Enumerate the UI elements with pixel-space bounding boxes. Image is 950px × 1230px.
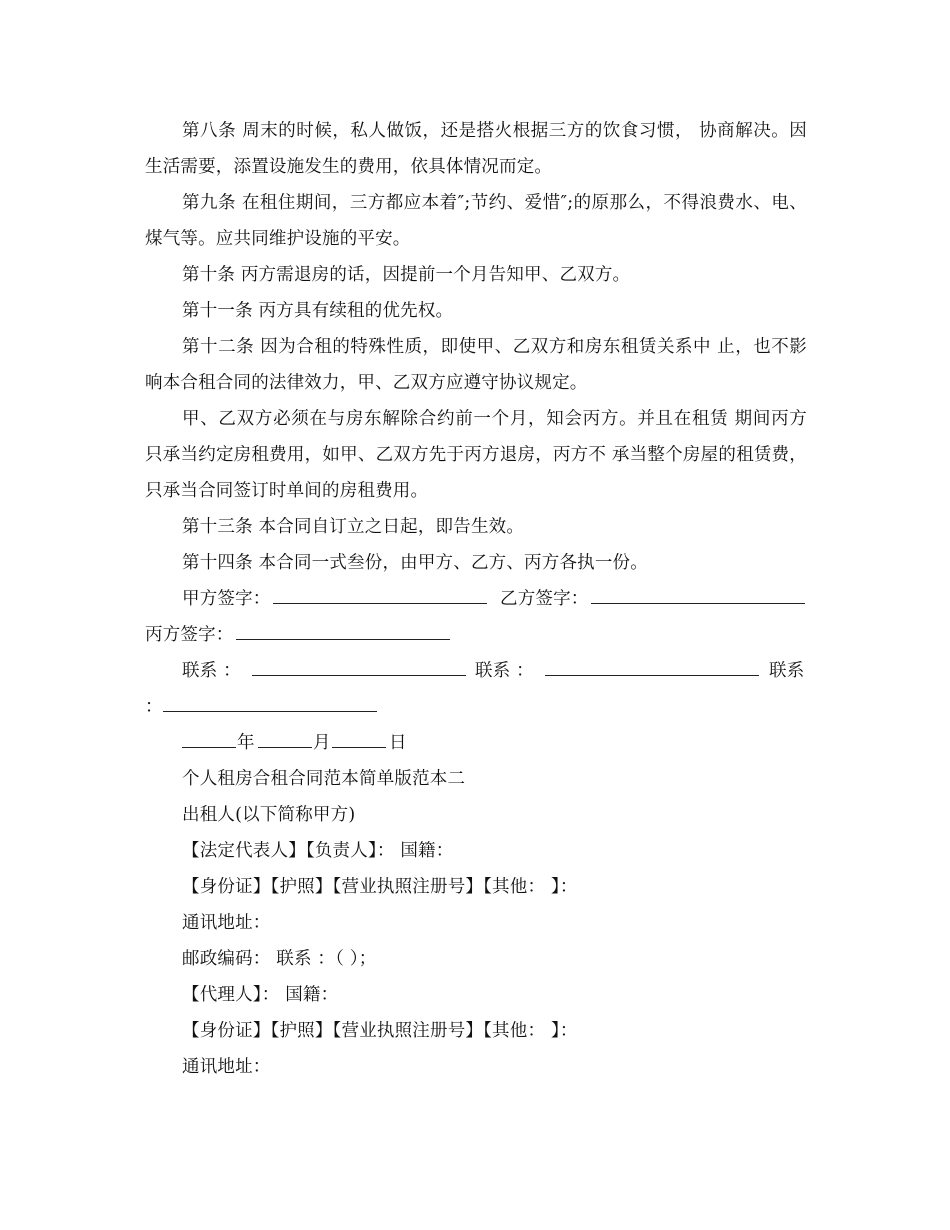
contact-label-2: 联系 ：	[475, 661, 534, 681]
year-label: 年	[237, 733, 255, 753]
day-line[interactable]	[332, 725, 386, 761]
contact-label-1: 联系 ：	[182, 661, 241, 681]
lessor-postal-contact: 邮政编码： 联系 ：（ ）；	[182, 949, 377, 969]
party-a-signature-label: 甲方签字：	[182, 589, 271, 609]
contact-line-2[interactable]	[545, 653, 759, 689]
agent-address: 通讯地址：	[182, 1057, 271, 1077]
contact-line-3[interactable]	[163, 689, 377, 725]
clause-11: 第十一条 丙方具有续租的优先权。	[182, 301, 454, 321]
lessor-address: 通讯地址：	[182, 913, 271, 933]
month-line[interactable]	[258, 725, 312, 761]
party-b-signature-line[interactable]	[591, 581, 805, 617]
contact-row-continued	[145, 689, 807, 725]
agent-id-type: 【身份证】【护照】【营业执照注册号】【其他： 】：	[182, 1021, 578, 1041]
clause-14: 第十四条 本合同一式叁份，由甲方、乙方、丙方各执一份。	[182, 553, 648, 573]
section-two-title: 个人租房合租合同范本简单版范本二	[182, 769, 466, 789]
signature-row-ab	[145, 581, 807, 617]
clause-10: 第十条 丙方需退房的话，因提前一个月告知甲、乙双方。	[182, 265, 631, 285]
clause-12: 第十二条 因为合租的特殊性质，即使甲、乙双方和房东租赁关系中 止，也不影响本合租合同的法律效力，甲、乙双方应遵守协议规定。	[145, 337, 807, 393]
party-c-signature-line[interactable]	[236, 617, 450, 653]
clause-13: 第十三条 本合同自订立之日起，即告生效。	[182, 517, 525, 537]
agent-heading: 【代理人】： 国籍：	[182, 985, 339, 1005]
clause-8: 第八条 周末的时候，私人做饭，还是搭火根据三方的饮食习惯， 协商解决。因生活需要，添置设施发生的费用，依具体情况而定。	[145, 121, 807, 177]
document-body	[145, 113, 807, 1085]
day-label: 日	[389, 733, 407, 753]
party-b-signature-label: 乙方签字：	[500, 589, 589, 609]
date-row	[145, 725, 807, 761]
clause-12-notice: 甲、乙双方必须在与房东解除合约前一个月，知会丙方。并且在租赁 期间丙方只承当约定房租费用，如甲、乙双方先于丙方退房，丙方不 承当整个房屋的租赁费，只承当合同签订时单间的房租费用。	[145, 409, 807, 501]
lessor-representative: 【法定代表人】【负责人】： 国籍：	[182, 841, 454, 861]
contact-row	[145, 653, 807, 689]
contact-label-3: 联系	[769, 661, 805, 681]
contact-line-1[interactable]	[252, 653, 466, 689]
lessor-id-type: 【身份证】【护照】【营业执照注册号】【其他： 】：	[182, 877, 578, 897]
party-a-signature-line[interactable]	[273, 581, 487, 617]
year-line[interactable]	[182, 725, 236, 761]
month-label: 月	[313, 733, 331, 753]
lessor-heading: 出租人(以下简称甲方)	[182, 805, 356, 825]
party-c-signature-label: 丙方签字：	[145, 625, 234, 645]
signature-row-c	[145, 617, 807, 653]
clause-9: 第九条 在租住期间，三方都应本着″;节约、爱惜″;的原那么，不得浪费水、电、煤气等。应共同维护设施的平安。	[145, 193, 807, 249]
contact-colon-3: ：	[145, 697, 163, 717]
